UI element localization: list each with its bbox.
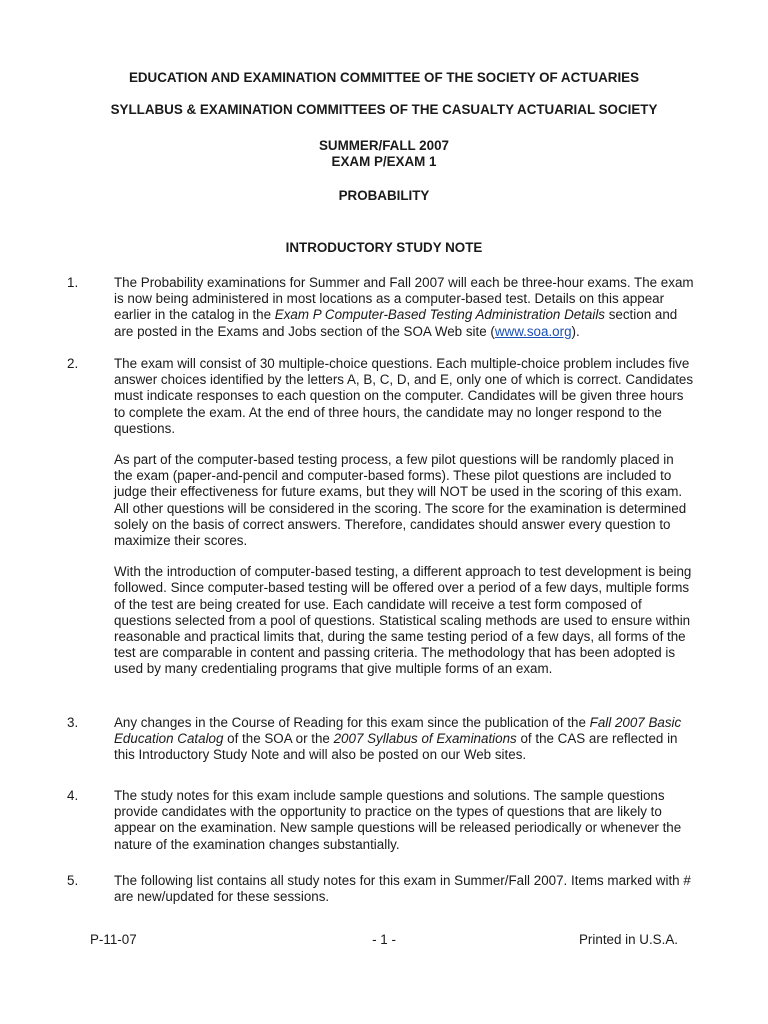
item-text: Any changes in the Course of Reading for this exam since the publication of the Fall 2007 Basic Education Catalog of the SOA or the 2007 Syllabus of Examinations of the CAS are reflected in this Introductory Study Note and will also be posted on our Web sites. — [114, 715, 682, 763]
item-text: The Probability examinations for Summer and Fall 2007 will each be three-hour exams. The exam is now being administered in most locations as a computer-based test. Details on this appear earlier in the catalog in the Exam P Computer-Based Testing Administration Details section and are posted in the Exams and Jobs section of the SOA Web site (www.soa.org). — [114, 275, 694, 339]
list-item — [67, 873, 695, 905]
item-number: 2. — [67, 356, 79, 371]
subject-title: PROBABILITY — [338, 188, 430, 203]
header-line-2: SYLLABUS & EXAMINATION COMMITTEES OF THE CASUALTY ACTUARIAL SOCIETY — [110, 102, 658, 117]
list-item — [67, 275, 695, 340]
item-text: The following list contains all study notes for this exam in Summer/Fall 2007. Items marked with # are new/updated for these sessions. — [114, 873, 691, 905]
paragraph: The exam will consist of 30 multiple-choice questions. Each multiple-choice problem includes five answer choices identified by the letters A, B, C, D, and E, only one of which is correct. Candidates must indicate responses to each question on the computer. Candidates will be given three hours to complete the exam. At the end of three hours, the candidate may no longer respond to the questions. — [114, 356, 694, 436]
header-session — [0, 138, 768, 170]
list-item — [67, 356, 695, 678]
study-note-title: INTRODUCTORY STUDY NOTE — [285, 240, 483, 255]
item-number: 1. — [67, 275, 79, 290]
list-item — [67, 788, 695, 853]
italic-title: 2007 Syllabus of Examinations — [333, 731, 517, 747]
exam-label: EXAM P/EXAM 1 — [331, 154, 437, 169]
soa-website-link[interactable]: www.soa.org — [494, 323, 572, 339]
page-number: - 1 - — [372, 932, 396, 947]
document-code: P-11-07 — [90, 932, 137, 947]
italic-title: Fall 2007 Basic Education Catalog — [114, 715, 682, 747]
item-text — [114, 356, 694, 678]
italic-title: Exam P Computer-Based Testing Administration Details — [274, 307, 605, 323]
item-number: 5. — [67, 873, 79, 888]
item-text: The study notes for this exam include sample questions and solutions. The sample questions provide candidates with the opportunity to practice on the types of questions that are likely to appear on the examination. New sample questions will be released periodically or whenever the nature of the examination changes substantially. — [114, 788, 682, 852]
paragraph: With the introduction of computer-based testing, a different approach to test development is being followed. Since computer-based testing will be offered over a period of a few days, multiple forms of the test are being created for use. Each candidate will receive a test form composed of questions selected from a pool of questions. Statistical scaling methods are used to ensure within reasonable and practical limits that, during the same testing period of a few days, all forms of the test are comparable in content and passing criteria. The methodology that has been adopted is used by many credentialing programs that give multiple forms of an exam. — [114, 564, 692, 677]
header-line-1: EDUCATION AND EXAMINATION COMMITTEE OF THE SOCIETY OF ACTUARIES — [128, 70, 640, 85]
item-number: 4. — [67, 788, 79, 803]
item-number: 3. — [67, 715, 79, 730]
session-label: SUMMER/FALL 2007 — [319, 138, 449, 153]
list-item — [67, 715, 695, 764]
printed-label: Printed in U.S.A. — [579, 932, 678, 947]
paragraph: As part of the computer-based testing process, a few pilot questions will be randomly placed in the exam (paper-and-pencil and computer-based forms). These pilot questions are included to judge their effectiveness for future exams, but they will NOT be used in the scoring of this exam. All other questions will be considered in the scoring. The score for the examination is determined solely on the basis of correct answers. Therefore, candidates should answer every question to maximize their scores. — [114, 452, 687, 549]
